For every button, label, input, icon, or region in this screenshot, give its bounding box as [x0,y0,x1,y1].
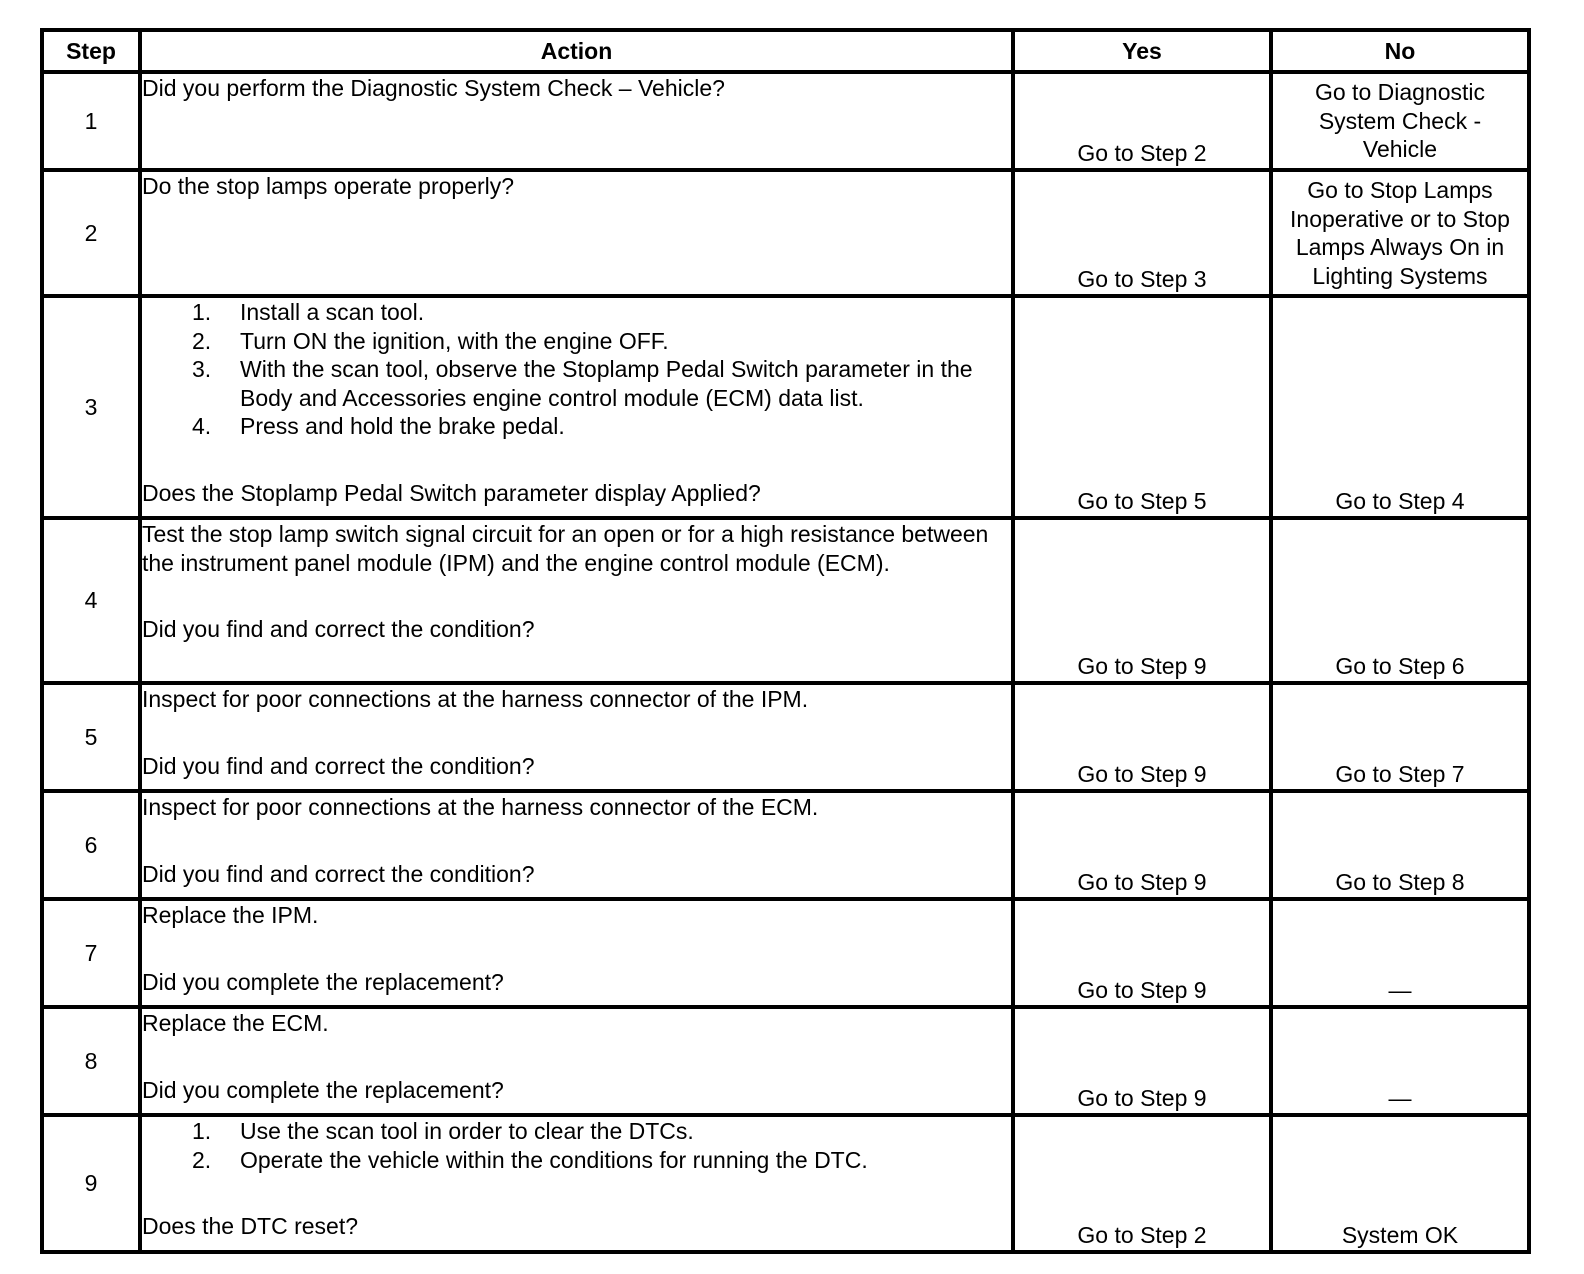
no-cell: — [1271,1007,1529,1115]
step-number: 7 [42,899,140,1007]
instruction-text: Turn ON the ignition, with the engine OFF. [240,327,669,354]
action-instruction: Replace the IPM. [142,902,319,928]
action-instruction: Inspect for poor connections at the harness connector of the ECM. [142,794,819,820]
instruction-number: 4. [192,413,212,440]
action-question: Did you find and correct the condition? [142,860,535,887]
action-instruction: Replace the ECM. [142,1010,329,1036]
step-number: 1 [42,72,140,170]
step-number: 2 [42,170,140,296]
table-header-row [42,30,1529,72]
action-cell [140,683,1013,791]
instruction-number: 1. [192,299,212,325]
no-cell: Go to Step 4 [1271,296,1529,518]
no-text: Go to Stop Lamps Inoperative or to Stop Lamps Always On in Lighting Systems [1290,177,1510,289]
instruction-item [192,327,1011,356]
action-question: Did you find and correct the condition? [142,616,535,643]
no-cell: — [1271,899,1529,1007]
no-cell [1271,72,1529,170]
table-row [42,170,1529,296]
table-row [42,72,1529,170]
action-cell [140,296,1013,518]
table-row [42,518,1529,683]
yes-cell: Go to Step 2 [1013,1115,1271,1252]
instruction-number: 3. [192,356,212,383]
no-cell: Go to Step 6 [1271,518,1529,683]
instruction-list [142,298,1011,441]
instruction-item [192,1117,1011,1146]
step-number: 9 [42,1115,140,1252]
action-question: Did you complete the replacement? [142,968,504,995]
header-action: Action [140,30,1013,72]
no-cell: Go to Step 8 [1271,791,1529,899]
instruction-text: Press and hold the brake pedal. [240,413,565,440]
table-row [42,899,1529,1007]
yes-cell: Go to Step 5 [1013,296,1271,518]
action-question: Does the Stoplamp Pedal Switch parameter display Applied? [142,479,761,506]
action-cell [140,72,1013,170]
no-text: Go to Diagnostic System Check - Vehicle [1314,79,1486,163]
step-number: 6 [42,791,140,899]
yes-cell: Go to Step 9 [1013,683,1271,791]
header-yes: Yes [1013,30,1271,72]
instruction-text: Use the scan tool in order to clear the DTCs. [240,1118,694,1144]
header-step: Step [42,30,140,72]
action-cell [140,518,1013,683]
table-row [42,1115,1529,1252]
action-cell [140,1115,1013,1252]
table-row [42,1007,1529,1115]
no-cell: System OK [1271,1115,1529,1252]
yes-cell: Go to Step 9 [1013,518,1271,683]
yes-cell: Go to Step 9 [1013,1007,1271,1115]
instruction-item [192,1146,1011,1175]
yes-cell: Go to Step 9 [1013,791,1271,899]
instruction-item [192,298,1011,327]
table-row [42,683,1529,791]
yes-cell: Go to Step 2 [1013,72,1271,170]
action-question: Did you perform the Diagnostic System Check – Vehicle? [142,75,725,101]
step-number: 4 [42,518,140,683]
step-number: 5 [42,683,140,791]
step-number: 8 [42,1007,140,1115]
action-cell [140,1007,1013,1115]
table-row [42,296,1529,518]
action-question: Does the DTC reset? [142,1213,359,1240]
action-instruction: Inspect for poor connections at the harness connector of the IPM. [142,686,809,712]
action-cell [140,791,1013,899]
instruction-number: 2. [192,1146,212,1173]
table-row [42,791,1529,899]
action-instruction: Test the stop lamp switch signal circuit for an open or for a high resistance between the instrument panel module (IPM) and the engine control module (ECM). [142,521,989,576]
header-no: No [1271,30,1529,72]
instruction-text: Install a scan tool. [240,299,425,325]
action-cell [140,899,1013,1007]
action-question: Did you find and correct the condition? [142,752,535,779]
action-question: Do the stop lamps operate properly? [142,173,515,199]
step-number: 3 [42,296,140,518]
yes-cell: Go to Step 3 [1013,170,1271,296]
instruction-item [192,412,1011,441]
instruction-number: 1. [192,1118,212,1144]
yes-cell: Go to Step 9 [1013,899,1271,1007]
instruction-text: Operate the vehicle within the conditions for running the DTC. [240,1146,868,1173]
instruction-list [142,1117,1011,1174]
no-cell: Go to Step 7 [1271,683,1529,791]
no-cell [1271,170,1529,296]
diagnostic-table [40,28,1531,1254]
action-cell [140,170,1013,296]
instruction-number: 2. [192,327,212,354]
instruction-text: With the scan tool, observe the Stoplamp Pedal Switch parameter in the Body and Accessories engine control module (ECM) data list. [240,356,973,411]
instruction-item [192,355,1011,412]
action-question: Did you complete the replacement? [142,1076,504,1103]
